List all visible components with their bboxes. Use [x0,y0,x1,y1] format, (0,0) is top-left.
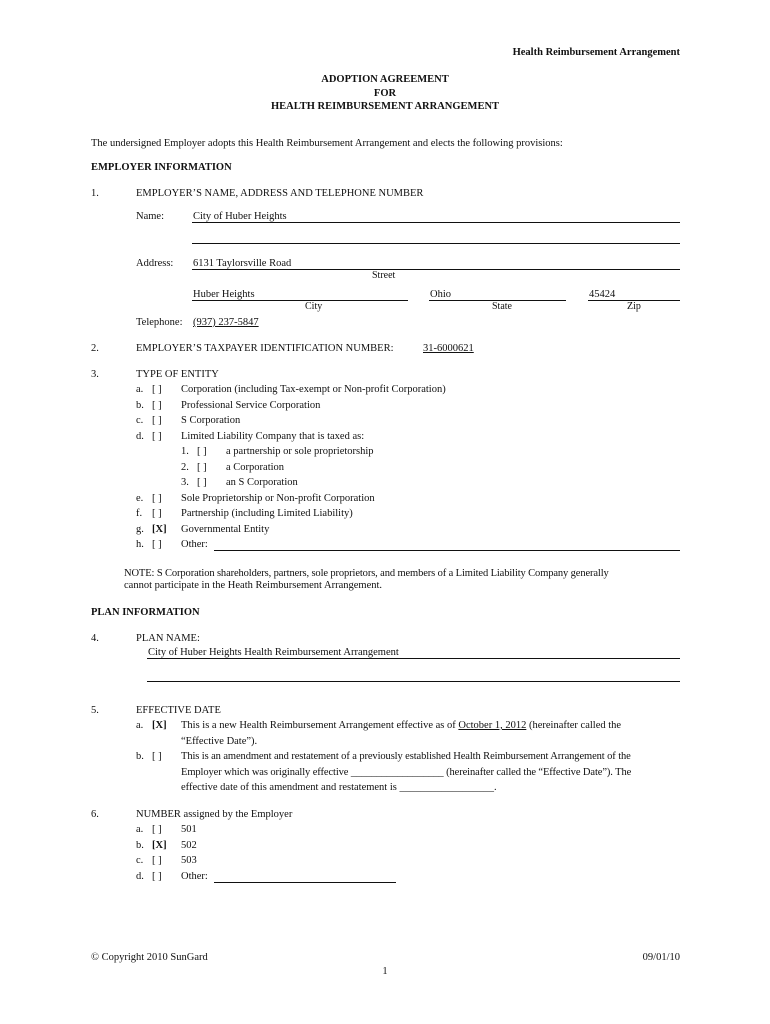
item-1-number: 1. [91,188,99,199]
entity-option[interactable] [136,431,365,442]
number-option[interactable] [136,871,208,882]
option-label: S Corporation [181,415,241,426]
name-field-line-2 [192,243,680,244]
item-3-number: 3. [91,369,99,380]
note-line-1: NOTE: S Corporation shareholders, partners, sole proprietors, and members of a Limited Liability Company generally [124,568,609,579]
intro-paragraph: The undersigned Employer adopts this Health Reimbursement Arrangement and elects the following provisions: [91,138,563,149]
number-option[interactable] [136,855,197,866]
option-label: a Corporation [226,462,285,473]
checkbox[interactable]: [X] [152,524,167,535]
zip-caption: Zip [627,301,641,312]
option-letter: b. [136,400,144,411]
option-a-text-3: “Effective Date”). [181,736,258,747]
option-a-text [181,720,621,731]
telephone-label: Telephone: [136,317,183,328]
plan-name-field-line-2 [147,681,680,682]
item-6-number: 6. [91,809,99,820]
llc-sub-option[interactable] [181,446,374,457]
checkbox[interactable]: [ ] [197,446,207,457]
llc-sub-option[interactable] [181,477,298,488]
option-a-text-2: (hereinafter called the [528,720,622,731]
option-letter: 3. [181,477,189,488]
option-letter: b. [136,751,144,762]
checkbox[interactable]: [ ] [152,400,162,411]
page-number: 1 [382,966,388,977]
footer-copyright: © Copyright 2010 SunGard [91,952,208,963]
checkbox[interactable]: [ ] [152,508,162,519]
checkbox[interactable]: [X] [152,840,167,851]
option-letter: b. [136,840,144,851]
document-title [0,73,770,114]
option-letter: h. [136,539,144,550]
option-label: an S Corporation [226,477,298,488]
state-caption: State [492,301,512,312]
option-letter: a. [136,824,144,835]
employer-information-heading: EMPLOYER INFORMATION [91,162,232,173]
checkbox[interactable]: [ ] [197,462,207,473]
option-b-text-2: Employer which was originally effective __________________ (hereinafter called the “Effective Date”). The [181,767,632,778]
footer-date: 09/01/10 [642,952,680,963]
effective-date-option-a[interactable] [136,720,622,731]
option-b-text-3: effective date of this amendment and restatement is __________________. [181,782,497,793]
entity-option[interactable] [136,524,270,535]
street-value[interactable]: 6131 Taylorsville Road [193,258,292,269]
tin-label: EMPLOYER’S TAXPAYER IDENTIFICATION NUMBER: [136,343,394,354]
option-label: 502 [181,840,197,851]
address-label: Address: [136,258,174,269]
checkbox[interactable]: [ ] [152,751,162,762]
option-letter: 1. [181,446,189,457]
option-label: 501 [181,824,197,835]
item-5-number: 5. [91,705,99,716]
note-line-2: cannot participate in the Heath Reimbursement Arrangement. [124,580,383,591]
number-option[interactable] [136,824,197,835]
checkbox[interactable]: [ ] [152,384,162,395]
city-field-line [192,300,408,301]
checkbox[interactable]: [X] [152,720,167,731]
street-field-line [192,269,680,270]
entity-option[interactable] [136,508,353,519]
checkbox[interactable]: [ ] [152,415,162,426]
street-caption: Street [372,270,396,281]
checkbox[interactable]: [ ] [152,539,162,550]
telephone-value[interactable]: (937) 237-5847 [193,317,259,328]
entity-option[interactable] [136,384,446,395]
checkbox[interactable]: [ ] [152,431,162,442]
checkbox[interactable]: [ ] [152,824,162,835]
city-caption: City [305,301,323,312]
option-label: Other: [181,539,208,550]
checkbox[interactable]: [ ] [152,855,162,866]
other-number-field-line[interactable] [214,882,396,883]
option-label: Corporation (including Tax-exempt or Non-profit Corporation) [181,384,446,395]
entity-option[interactable] [136,539,208,550]
option-label: a partnership or sole proprietorship [226,446,374,457]
plan-information-heading: PLAN INFORMATION [91,607,200,618]
effective-date-option-b[interactable] [136,751,631,762]
item-1-heading: EMPLOYER’S NAME, ADDRESS AND TELEPHONE NUMBER [136,188,424,199]
item-4-heading: PLAN NAME: [136,633,200,644]
item-3-heading: TYPE OF ENTITY [136,369,219,380]
option-label: 503 [181,855,197,866]
title-line-2: FOR [373,87,397,99]
name-label: Name: [136,211,164,222]
option-letter: 2. [181,462,189,473]
option-label: Other: [181,871,208,882]
item-2-number: 2. [91,343,99,354]
employer-name-value[interactable]: City of Huber Heights [193,211,287,222]
plan-name-field-line [147,658,680,659]
option-label: Limited Liability Company that is taxed as: [181,431,365,442]
plan-name-value[interactable]: City of Huber Heights Health Reimbursement Arrangement [148,647,399,658]
option-label: Professional Service Corporation [181,400,321,411]
item-6-heading: NUMBER assigned by the Employer [136,809,293,820]
option-label: Governmental Entity [181,524,270,535]
tin-value[interactable]: 31-6000621 [423,343,474,354]
option-letter: a. [136,384,144,395]
checkbox[interactable]: [ ] [197,477,207,488]
option-letter: g. [136,524,144,535]
name-field-line [192,222,680,223]
entity-option[interactable] [136,493,375,504]
option-b-text-1: This is an amendment and restatement of a previously established Health Reimbursement Arrangement of the [181,751,631,762]
option-letter: d. [136,871,144,882]
title-line-1: ADOPTION AGREEMENT [321,74,449,85]
entity-option[interactable] [136,400,321,411]
option-letter: e. [136,493,144,504]
title-line-3: HEALTH REIMBURSEMENT ARRANGEMENT [270,101,500,112]
option-letter: c. [136,855,144,866]
option-letter: d. [136,431,144,442]
entity-option[interactable] [136,415,241,426]
option-a-text-1: This is a new Health Reimbursement Arrangement effective as of [181,720,456,731]
city-value[interactable]: Huber Heights [193,289,255,300]
number-option[interactable] [136,840,197,851]
option-label: Partnership (including Limited Liability) [181,508,353,519]
checkbox[interactable]: [ ] [152,493,162,504]
option-letter: a. [136,720,144,731]
item-5-heading: EFFECTIVE DATE [136,705,221,716]
checkbox[interactable]: [ ] [152,871,162,882]
option-label: Sole Proprietorship or Non-profit Corporation [181,493,375,504]
other-entity-field-line[interactable] [214,550,680,551]
item-4-number: 4. [91,633,99,644]
option-letter: c. [136,415,144,426]
option-letter: f. [136,508,143,519]
effective-date-value[interactable]: October 1, 2012 [458,720,527,731]
zip-value[interactable]: 45424 [589,289,616,300]
state-value[interactable]: Ohio [430,289,451,300]
llc-sub-option[interactable] [181,462,285,473]
running-header: Health Reimbursement Arrangement [512,47,680,58]
